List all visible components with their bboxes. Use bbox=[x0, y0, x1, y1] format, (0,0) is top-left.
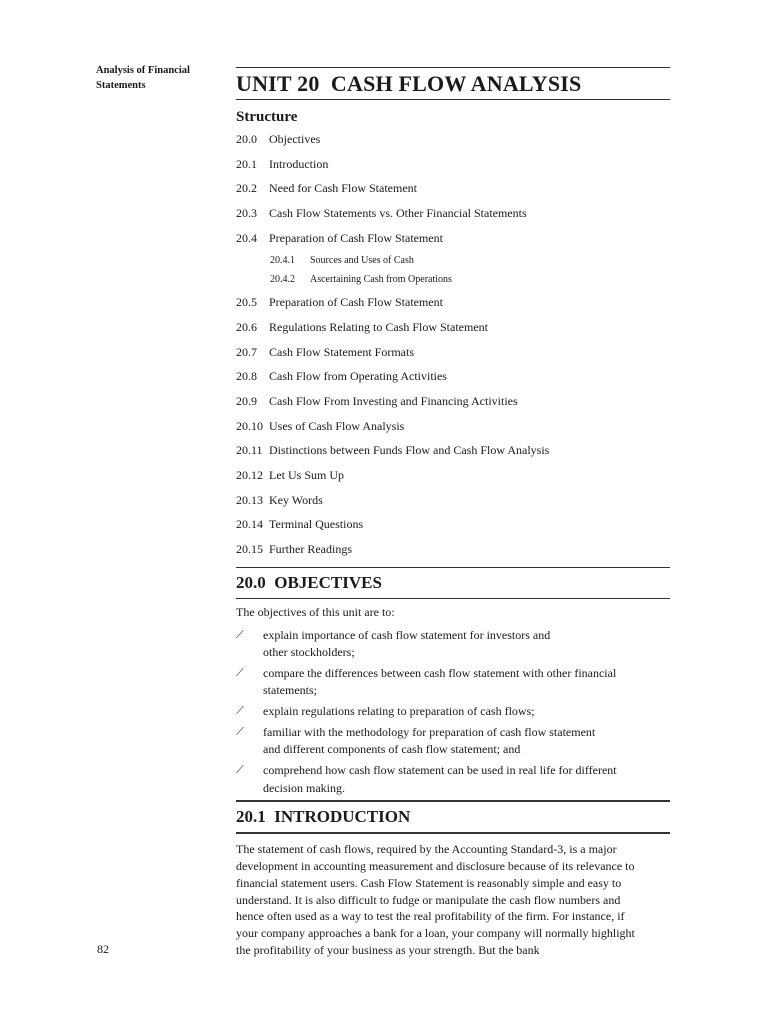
toc-item-label: Cash Flow from Operating Activities bbox=[269, 369, 447, 384]
toc-item[interactable] bbox=[236, 290, 670, 315]
toc-item-number: 20.12 bbox=[236, 468, 263, 483]
structure-heading: Structure bbox=[236, 109, 298, 125]
main-content bbox=[236, 67, 670, 959]
toc-item-number: 20.14 bbox=[236, 517, 263, 532]
toc-item[interactable] bbox=[236, 439, 670, 464]
toc-item-label: Cash Flow Statements vs. Other Financial Statements bbox=[269, 205, 527, 220]
toc-item[interactable] bbox=[236, 315, 670, 340]
toc-subitem[interactable] bbox=[236, 250, 670, 270]
introduction-paragraph bbox=[236, 841, 670, 959]
bullet-mark-icon: ⟋ bbox=[236, 628, 244, 641]
running-header: Analysis of Financial Statements bbox=[96, 65, 190, 91]
bullet-mark-icon: ⟋ bbox=[236, 666, 244, 679]
toc-item-number: 20.0 bbox=[236, 131, 257, 146]
toc-item-number: 20.10 bbox=[236, 418, 263, 433]
toc-item-label: Further Readings bbox=[269, 542, 352, 557]
toc-item-number: 20.1 bbox=[236, 156, 257, 171]
objectives-heading: 20.0 OBJECTIVES bbox=[236, 573, 382, 592]
objectives-bottom-rule bbox=[236, 598, 670, 599]
toc-item-label: Key Words bbox=[269, 492, 323, 507]
toc-item[interactable] bbox=[236, 201, 670, 226]
toc-item[interactable] bbox=[236, 389, 670, 414]
objectives-intro: The objectives of this unit are to: bbox=[236, 605, 395, 619]
paragraph-line: hence often used as a way to test the real profitability of the firm. For instance, if bbox=[236, 909, 625, 924]
toc-item-label: Let Us Sum Up bbox=[269, 468, 344, 483]
toc-item[interactable] bbox=[236, 226, 670, 251]
paragraph-line: your company approaches a bank for a loan, your company will normally highlight bbox=[236, 926, 635, 941]
objective-line: other stockholders; bbox=[263, 645, 355, 660]
toc-item[interactable] bbox=[236, 127, 670, 152]
toc-item-label: Need for Cash Flow Statement bbox=[269, 181, 417, 196]
toc-item-number: 20.6 bbox=[236, 319, 257, 334]
objectives-list bbox=[236, 627, 670, 797]
toc-item-number: 20.11 bbox=[236, 443, 263, 458]
objective-item bbox=[236, 724, 670, 759]
toc-item-number: 20.3 bbox=[236, 205, 257, 220]
toc-subitem-label: Sources and Uses of Cash bbox=[310, 254, 414, 266]
toc-item-label: Preparation of Cash Flow Statement bbox=[269, 295, 443, 310]
toc-item[interactable] bbox=[236, 513, 670, 538]
toc-item-label: Objectives bbox=[269, 131, 321, 146]
objective-item bbox=[236, 627, 670, 662]
bullet-mark-icon: ⟋ bbox=[236, 705, 244, 718]
toc-item-number: 20.13 bbox=[236, 492, 263, 507]
paragraph-line: The statement of cash flows, required by the Accounting Standard-3, is a major bbox=[236, 842, 617, 857]
paragraph-line: development in accounting measurement and disclosure because of its relevance to bbox=[236, 859, 635, 874]
objective-line: decision making. bbox=[263, 780, 345, 795]
unit-title: UNIT 20 CASH FLOW ANALYSIS bbox=[236, 71, 582, 96]
introduction-bottom-rule bbox=[236, 832, 670, 834]
toc-item-label: Regulations Relating to Cash Flow Statement bbox=[269, 319, 488, 334]
introduction-heading: 20.1 INTRODUCTION bbox=[236, 807, 411, 827]
objective-line: familiar with the methodology for preparation of cash flow statement bbox=[263, 724, 596, 739]
toc-item-label: Distinctions between Funds Flow and Cash Flow Analysis bbox=[269, 443, 550, 458]
toc-item[interactable] bbox=[236, 365, 670, 390]
toc-subitem[interactable] bbox=[236, 270, 670, 290]
toc-item-number: 20.7 bbox=[236, 344, 257, 359]
toc-item[interactable] bbox=[236, 340, 670, 365]
toc-item-label: Terminal Questions bbox=[269, 517, 364, 532]
objective-line: statements; bbox=[263, 683, 317, 698]
title-bottom-rule bbox=[236, 99, 670, 100]
table-of-contents bbox=[236, 127, 670, 562]
bullet-mark-icon: ⟋ bbox=[236, 764, 244, 777]
bullet-mark-icon: ⟋ bbox=[236, 725, 244, 738]
paragraph-line: the profitability of your business as your strength. But the bank bbox=[236, 943, 540, 958]
toc-subitem-number: 20.4.2 bbox=[270, 274, 295, 286]
toc-item-label: Introduction bbox=[269, 156, 329, 171]
toc-item[interactable] bbox=[236, 488, 670, 513]
toc-subitem-number: 20.4.1 bbox=[270, 254, 295, 266]
toc-item-label: Cash Flow From Investing and Financing Activities bbox=[269, 394, 518, 409]
objective-item bbox=[236, 665, 670, 700]
toc-item-number: 20.8 bbox=[236, 369, 257, 384]
toc-item-label: Uses of Cash Flow Analysis bbox=[269, 418, 405, 433]
toc-item[interactable] bbox=[236, 414, 670, 439]
toc-item[interactable] bbox=[236, 176, 670, 201]
paragraph-line: understand. It is also difficult to fudge or manipulate the cash flow numbers and bbox=[236, 892, 621, 907]
objective-line: comprehend how cash flow statement can be used in real life for different bbox=[263, 763, 617, 778]
toc-item-label: Preparation of Cash Flow Statement bbox=[269, 230, 443, 245]
objective-line: and different components of cash flow statement; and bbox=[263, 742, 521, 757]
paragraph-line: financial statement users. Cash Flow Statement is reasonably simple and easy to bbox=[236, 875, 622, 890]
page-number: 82 bbox=[97, 942, 109, 956]
toc-item[interactable] bbox=[236, 152, 670, 177]
toc-item-label: Cash Flow Statement Formats bbox=[269, 344, 414, 359]
toc-item-number: 20.4 bbox=[236, 230, 257, 245]
toc-item[interactable] bbox=[236, 463, 670, 488]
toc-item-number: 20.9 bbox=[236, 394, 257, 409]
objective-line: compare the differences between cash flow statement with other financial bbox=[263, 665, 617, 680]
toc-item-number: 20.5 bbox=[236, 295, 257, 310]
objective-item bbox=[236, 762, 670, 797]
objective-item bbox=[236, 703, 670, 721]
toc-item-number: 20.15 bbox=[236, 542, 263, 557]
objective-line: explain importance of cash flow statement for investors and bbox=[263, 627, 551, 642]
objective-line: explain regulations relating to preparation of cash flows; bbox=[263, 704, 535, 719]
toc-item[interactable] bbox=[236, 537, 670, 562]
toc-subitem-label: Ascertaining Cash from Operations bbox=[310, 274, 452, 286]
toc-item-number: 20.2 bbox=[236, 181, 257, 196]
